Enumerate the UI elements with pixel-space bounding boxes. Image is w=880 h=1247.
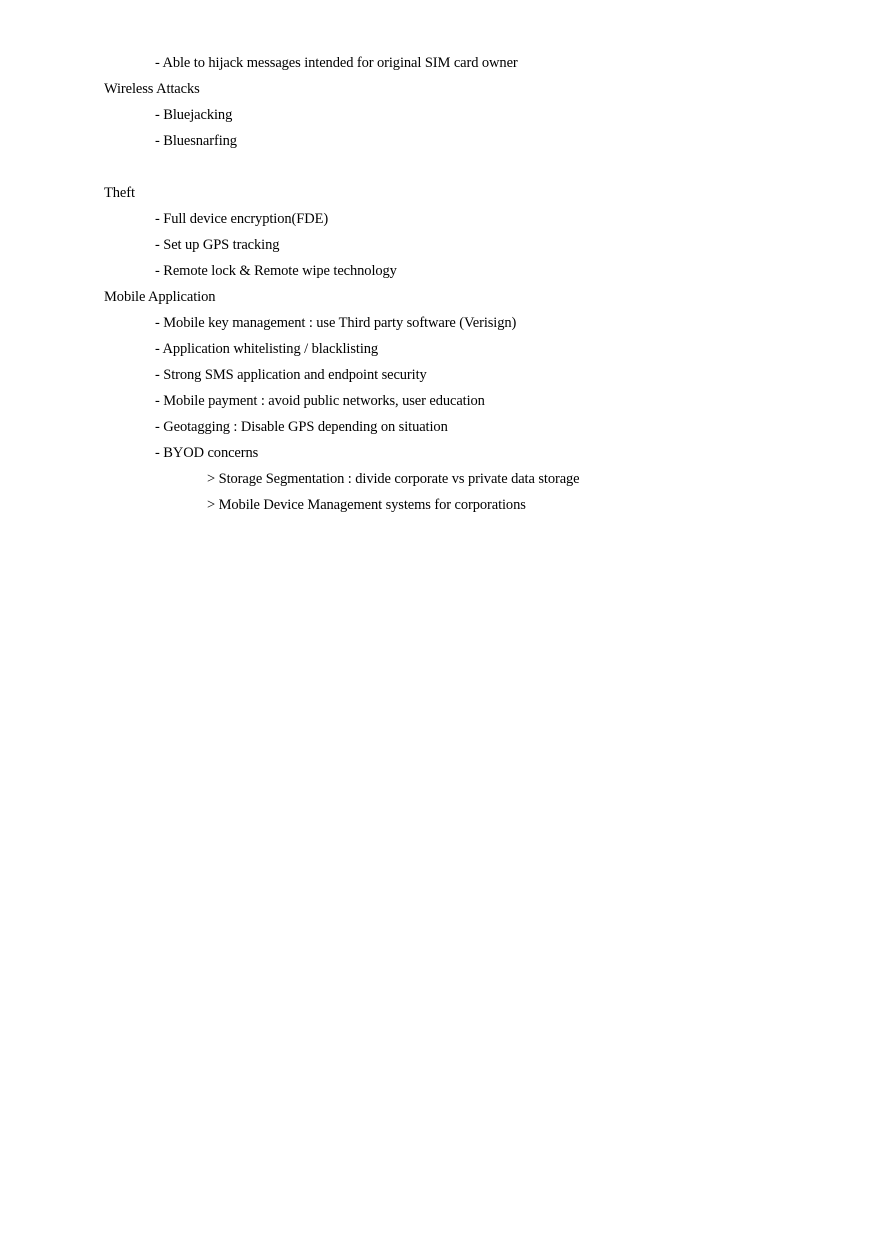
mdm-subbullet: > Mobile Device Management systems for corporations [207,497,526,513]
sim-hijack-bullet: - Able to hijack messages intended for original SIM card owner [155,55,518,71]
bluesnarfing-bullet: - Bluesnarfing [155,133,237,149]
key-management-bullet: - Mobile key management : use Third party software (Verisign) [155,315,517,331]
theft-heading: Theft [104,185,135,201]
mobile-payment-bullet: - Mobile payment : avoid public networks, user education [155,393,485,409]
fde-bullet: - Full device encryption(FDE) [155,211,329,227]
byod-concerns-bullet: - BYOD concerns [155,445,259,461]
wireless-attacks-heading: Wireless Attacks [104,81,200,97]
gps-tracking-bullet: - Set up GPS tracking [155,237,280,253]
bluejacking-bullet: - Bluejacking [155,107,233,123]
geotagging-bullet: - Geotagging : Disable GPS depending on situation [155,419,448,435]
mobile-application-heading: Mobile Application [104,289,216,305]
storage-segmentation-subbullet: > Storage Segmentation : divide corporate vs private data storage [207,471,580,487]
whitelisting-bullet: - Application whitelisting / blacklisting [155,341,379,357]
remote-lock-wipe-bullet: - Remote lock & Remote wipe technology [155,263,397,279]
sms-security-bullet: - Strong SMS application and endpoint security [155,367,427,383]
